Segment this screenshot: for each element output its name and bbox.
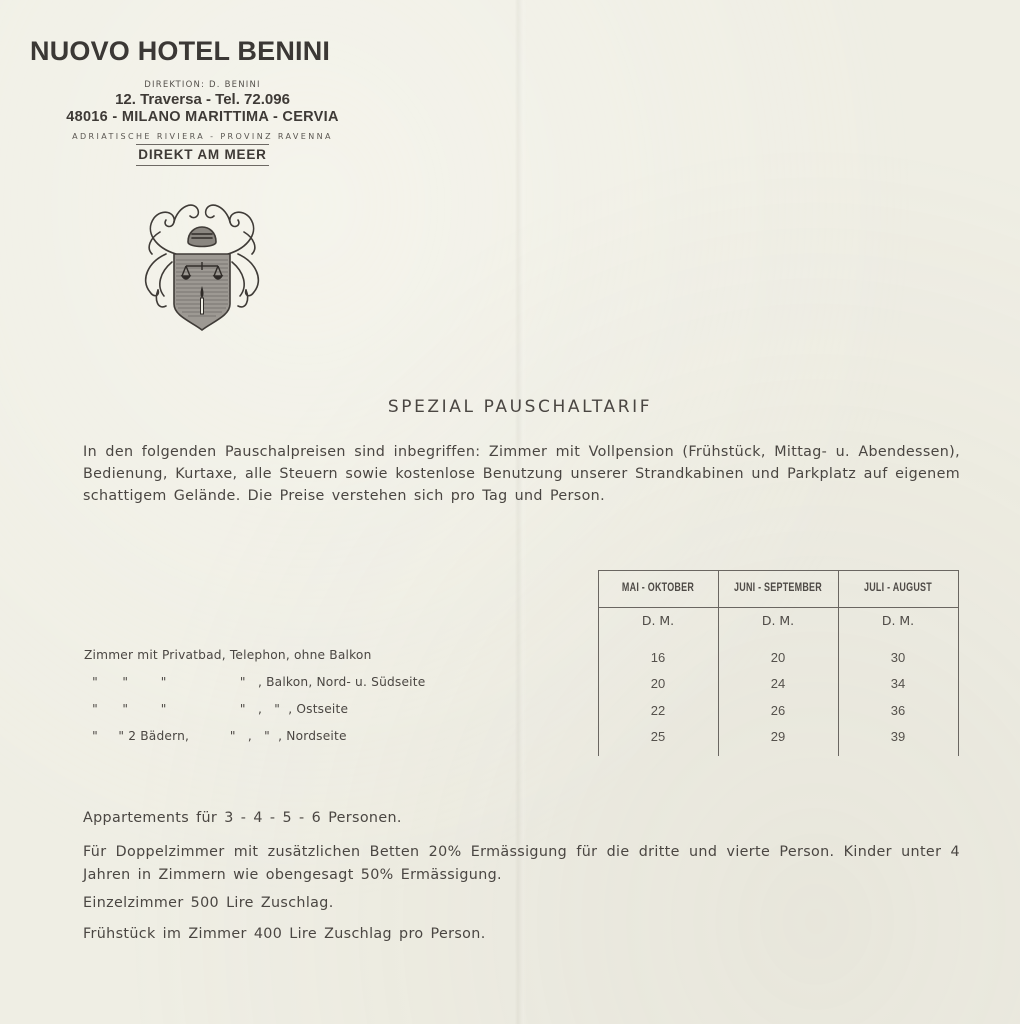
table-cell: 24 — [770, 676, 786, 691]
room-type-label: " " " " , " , Ostseite — [84, 702, 349, 716]
column-header: JULI - AUGUST — [863, 582, 932, 594]
column-header: MAI - OKTOBER — [621, 582, 695, 594]
table-cell: 39 — [890, 729, 906, 744]
column-currency: D. M. — [641, 613, 675, 628]
room-type-label: " " " " , Balkon, Nord- u. Südseite — [84, 675, 426, 689]
table-cell: 36 — [890, 703, 906, 718]
direktion-line: DIREKTION: D. BENINI — [144, 80, 261, 90]
column-currency: D. M. — [881, 613, 915, 628]
note-discounts: Für Doppelzimmer mit zusätzlichen Betten 20% Ermässigung für die dritte und vierte Person. Kinder unter 4 Jahren in Zimmern wie obengesagt 50% Ermässigung. — [83, 844, 960, 883]
note-single-room: Einzelzimmer 500 Lire Zuschlag. — [83, 895, 334, 911]
intro-paragraph: In den folgenden Pauschalpreisen sind inbegriffen: Zimmer mit Vollpension (Frühstück, Mittag- u. Abendessen), Bedienung, Kurtaxe, alle Steuern sowie kostenlose Benutzung unserer Strandkabinen und Parkplatz auf eigenem schattigem Gelände. Die Preise verstehen sich pro Tag und Person. — [83, 444, 960, 504]
table-top-border — [598, 570, 958, 571]
table-right-border — [958, 570, 959, 756]
column-header: JUNI - SEPTEMBER — [734, 582, 822, 594]
document-title: SPEZIAL PAUSCHALTARIF — [387, 397, 653, 417]
hotel-name: NUOVO HOTEL BENINI — [30, 36, 331, 66]
table-cell: 26 — [770, 703, 786, 718]
address-street-phone: 12. Traversa - Tel. 72.096 — [115, 91, 290, 108]
column-currency: D. M. — [761, 613, 795, 628]
tagline-wrapper — [30, 144, 375, 166]
table-cell: 34 — [890, 676, 906, 691]
table-cell: 20 — [650, 676, 666, 691]
table-cell: 16 — [650, 650, 666, 665]
address-city: 48016 - MILANO MARITTIMA - CERVIA — [66, 109, 339, 125]
region-line: ADRIATISCHE RIVIERA - PROVINZ RAVENNA — [72, 132, 333, 141]
table-cell: 22 — [650, 703, 666, 718]
rate-table — [598, 570, 958, 756]
table-header-separator — [598, 607, 958, 608]
note-breakfast: Frühstück im Zimmer 400 Lire Zuschlag pro Person. — [83, 926, 486, 942]
room-type-label: " " 2 Bädern, " , " , Nordseite — [84, 729, 347, 743]
note-apartments: Appartements für 3 - 4 - 5 - 6 Personen. — [83, 810, 402, 826]
table-cell: 29 — [770, 729, 786, 744]
coat-of-arms-icon — [136, 192, 268, 332]
tagline: DIREKT AM MEER — [136, 144, 268, 166]
table-cell: 25 — [650, 729, 666, 744]
table-cell: 20 — [770, 650, 786, 665]
table-cell: 30 — [890, 650, 906, 665]
room-type-label: Zimmer mit Privatbad, Telephon, ohne Balkon — [84, 648, 372, 662]
